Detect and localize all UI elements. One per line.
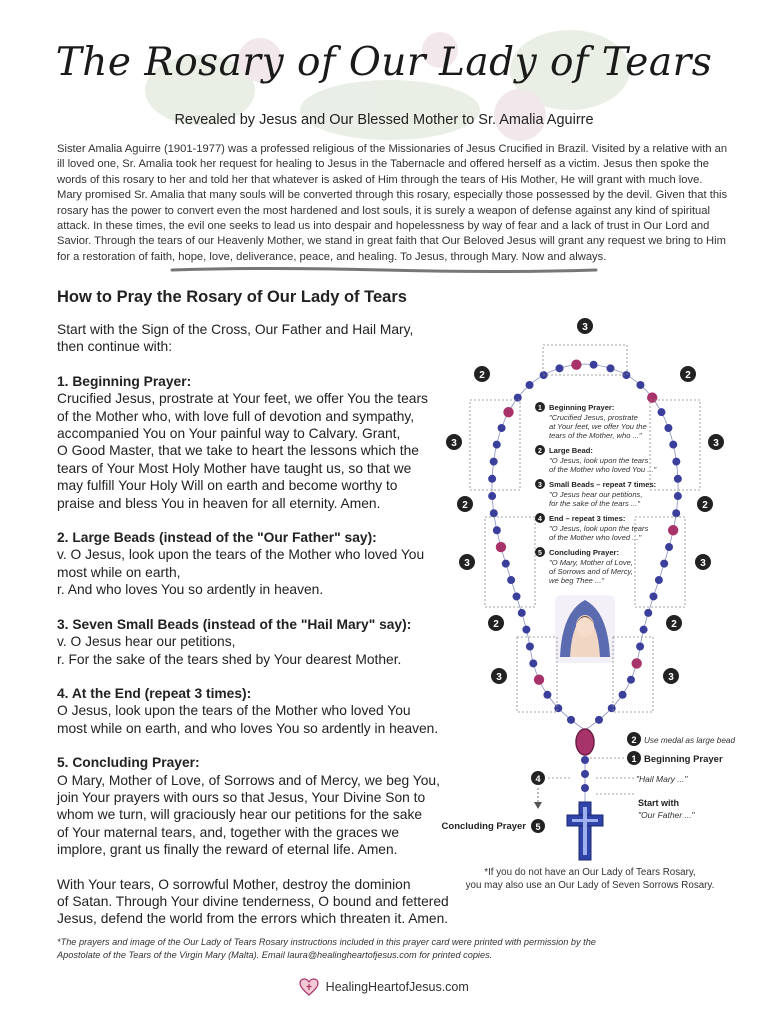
svg-text:3: 3 (496, 672, 502, 683)
svg-text:Large Bead:: Large Bead: (549, 446, 593, 455)
small-bead (672, 509, 680, 517)
svg-text:2: 2 (479, 370, 485, 381)
large-bead (571, 360, 581, 370)
step-1: 1. Beginning Prayer: Crucified Jesus, prostrate at Your feet, we offer You the tears of the Mother who, with love full of devotion and sympathy, accompanied You on Your painful way to Calvary. Grant, O Good Master, that we take to heart the lessons which the tears of Your Most Holy Mother have taught us, so that we may fulfill Your Holy Will on earth and become worthy to praise and bless You in heaven for all eternity. Amen. (57, 373, 428, 511)
small-bead (619, 691, 627, 699)
large-bead (496, 542, 506, 552)
brand-url: HealingHeartofJesus.com (325, 980, 469, 994)
svg-text:3: 3 (582, 322, 588, 333)
svg-text:3: 3 (464, 558, 470, 569)
instructions (57, 321, 457, 945)
svg-text:Beginning Prayer:: Beginning Prayer: (549, 403, 615, 412)
tail-bead (581, 756, 589, 764)
marker-2-mr (697, 496, 713, 512)
small-bead (640, 626, 648, 634)
tail-bead (581, 770, 589, 778)
svg-text:3: 3 (451, 438, 457, 449)
step-4: 4. At the End (repeat 3 times): O Jesus, look upon the tears of the Mother who loved You most while on earth, and who loves You so ardently in heaven. (57, 685, 439, 736)
marker-3-l1 (446, 434, 462, 450)
large-bead (668, 525, 678, 535)
svg-text:3: 3 (700, 558, 706, 569)
brand-footer (0, 978, 768, 996)
small-bead (543, 691, 551, 699)
medal-icon (576, 729, 594, 755)
marker-2-ml (457, 496, 473, 512)
page-title: The Rosary of Our Lady of Tears (55, 40, 713, 85)
marker-2-tr (680, 366, 696, 382)
small-bead (657, 408, 665, 416)
small-bead (672, 458, 680, 466)
svg-text:tears of the Mother, who ...": tears of the Mother, who ..." (549, 431, 642, 440)
small-bead (606, 364, 614, 372)
step-3: 3. Seven Small Beads (instead of the "Hail Mary" say): v. O Jesus hear our petitions, r. For the sake of the tears shed by Your dearest Mother. (57, 616, 412, 667)
small-bead (655, 576, 663, 584)
svg-text:3: 3 (538, 482, 542, 489)
closing-prayer: With Your tears, O sorrowful Mother, destroy the dominion of Satan. Through Your divine tenderness, O bound and fettered Jesus, defend the world from the errors which threaten it. Amen. (57, 876, 449, 927)
label-end-marker (531, 771, 570, 809)
small-bead (554, 704, 562, 712)
svg-text:"Hail Mary ...": "Hail Mary ..." (636, 774, 688, 784)
small-bead (674, 492, 682, 500)
small-bead (664, 424, 672, 432)
small-bead (608, 704, 616, 712)
marker-2-tl (474, 366, 490, 382)
marker-3-r1 (708, 434, 724, 450)
small-bead (556, 364, 564, 372)
svg-text:Concluding Prayer: Concluding Prayer (441, 821, 526, 832)
section-heading: How to Pray the Rosary of Our Lady of Tears (57, 288, 407, 306)
svg-text:we beg Thee ...": we beg Thee ..." (549, 576, 605, 585)
heart-logo-icon (299, 978, 319, 996)
crucifix-icon (567, 802, 603, 860)
svg-text:2: 2 (702, 500, 708, 511)
svg-text:"O Jesus, look upon the tears: "O Jesus, look upon the tears (549, 456, 649, 465)
small-bead (498, 424, 506, 432)
svg-text:of Sorrows and of Mercy,: of Sorrows and of Mercy, (549, 567, 633, 576)
label-beginning (590, 751, 723, 765)
svg-text:"Our Father ...": "Our Father ..." (638, 810, 695, 820)
marker-2-ll (488, 615, 504, 631)
small-bead (522, 626, 530, 634)
svg-text:"O Jesus hear our petitions,: "O Jesus hear our petitions, (549, 490, 643, 499)
large-bead (647, 392, 657, 402)
svg-text:1: 1 (631, 754, 637, 764)
svg-text:2: 2 (671, 619, 677, 630)
svg-text:Concluding Prayer:: Concluding Prayer: (549, 548, 620, 557)
svg-text:3: 3 (668, 672, 674, 683)
svg-text:"O Jesus, look upon the tears: "O Jesus, look upon the tears (549, 524, 649, 533)
large-bead (503, 407, 513, 417)
marker-2-lr (666, 615, 682, 631)
marker-3-r2 (695, 554, 711, 570)
small-bead (660, 560, 668, 568)
step-2: 2. Large Beads (instead of the "Our Father" say): v. O Jesus, look upon the tears of the Mother who loved You most while on earth, r. And who loves You so ardently in heaven. (57, 530, 425, 598)
brush-divider (170, 266, 598, 274)
footnote: *The prayers and image of the Our Lady of Tears Rosary instructions included in this prayer card were printed with permission by the Apostolate of the Tears of the Virgin Mary (Malta). Email laura@healingheartofjesus.com for printed copies. (57, 937, 596, 960)
small-bead (590, 361, 598, 369)
page-subtitle: Revealed by Jesus and Our Blessed Mother to Sr. Amalia Aguirre (174, 112, 594, 128)
svg-text:Beginning Prayer: Beginning Prayer (644, 754, 723, 765)
small-bead (488, 475, 496, 483)
svg-text:"O Mary, Mother of Love,: "O Mary, Mother of Love, (549, 558, 634, 567)
svg-text:2: 2 (631, 735, 637, 745)
small-bead (507, 576, 515, 584)
svg-text:Small Beads – repeat 7 times:: Small Beads – repeat 7 times: (549, 480, 657, 489)
small-bead (513, 592, 521, 600)
label-medal (627, 732, 735, 746)
small-bead (488, 492, 496, 500)
large-bead (631, 658, 641, 668)
small-bead (595, 716, 603, 724)
prayer-legend (535, 402, 657, 585)
svg-text:2: 2 (462, 500, 468, 511)
small-bead (490, 458, 498, 466)
rosary-note: *If you do not have an Our Lady of Tears Rosary, you may also use an Our Lady of Seven Sorrows Rosary. (465, 867, 715, 891)
small-bead (674, 475, 682, 483)
small-bead (493, 526, 501, 534)
svg-text:1: 1 (538, 405, 542, 412)
tail-bead (581, 784, 589, 792)
small-bead (502, 560, 510, 568)
step-5: 5. Concluding Prayer: O Mary, Mother of Love, of Sorrows and of Mercy, we beg You, join Your prayers with ours so that Jesus, Your Divine Son to whom we turn, will graciously hear our petitions for the sake of Your maternal tears, and, together with the graces we implore, grant us finally the reward of eternal life. Amen. (57, 755, 440, 858)
svg-text:4: 4 (538, 516, 542, 523)
svg-text:"Crucified Jesus, prostrate: "Crucified Jesus, prostrate (549, 413, 638, 422)
large-bead (534, 675, 544, 685)
marker-3-top (577, 318, 593, 334)
small-bead (567, 716, 575, 724)
marker-3-r3 (663, 668, 679, 684)
svg-text:5: 5 (535, 822, 541, 832)
small-bead (649, 592, 657, 600)
intro-paragraph: Sister Amalia Aguirre (1901-1977) was a professed religious of the Missionaries of Jesus Crucified in Brazil. Visited by a relative with an ill loved one, Sr. Amalia took her request for healing to Jesus in the Tabernacle and offered herself as a victim. Jesus then spoke the words of this rosary to her and told her that whatever is asked of Him through the tears of His Mother, He will grant with much love. Mary promised Sr. Amalia that many souls will be converted through this rosary, especially those possessed by the devil. Given that this rosary has the power to convert even the most hardened and lost souls, it is surely a weapon of defense against any kind of spiritual attack. In these times, the evil one seeks to lead us into despair and hopelessness by way of fear and a lack of trust in Our Lord and Savior. Through the tears of our Heavenly Mother, we stand in great faith that Our Beloved Jesus will grant any request we bring to Him for a restoration of faith, hope, love, deliverance, peace, and healing. To Jesus, through Mary. Now and always. (57, 143, 728, 263)
svg-text:5: 5 (538, 550, 542, 557)
svg-text:2: 2 (493, 619, 499, 630)
svg-text:Start with: Start with (638, 798, 680, 808)
rosary-diagram (430, 312, 760, 892)
svg-text:2: 2 (538, 448, 542, 455)
svg-text:2: 2 (685, 370, 691, 381)
start-text: Start with the Sign of the Cross, Our Father and Hail Mary, then continue with: (57, 322, 414, 355)
small-bead (636, 642, 644, 650)
mary-image (555, 595, 615, 663)
small-bead (490, 509, 498, 517)
svg-text:of the Mother who loved You ..: of the Mother who loved You ..." (549, 465, 657, 474)
small-bead (526, 381, 534, 389)
small-bead (665, 543, 673, 551)
svg-text:at Your feet, we offer You the: at Your feet, we offer You the (549, 422, 647, 431)
label-concluding (442, 819, 545, 833)
svg-text:4: 4 (535, 774, 541, 784)
small-bead (627, 676, 635, 684)
svg-text:Use medal as large bead: Use medal as large bead (644, 736, 736, 745)
label-hail-mary (596, 774, 688, 784)
small-bead (669, 441, 677, 449)
small-bead (644, 609, 652, 617)
small-bead (529, 659, 537, 667)
marker-3-l3 (491, 668, 507, 684)
small-bead (493, 441, 501, 449)
marker-3-l2 (459, 554, 475, 570)
svg-text:End – repeat 3 times:: End – repeat 3 times: (549, 514, 626, 523)
small-bead (636, 381, 644, 389)
svg-text:of the Mother who loved ...": of the Mother who loved ..." (549, 533, 642, 542)
small-bead (514, 394, 522, 402)
small-bead (518, 609, 526, 617)
svg-text:3: 3 (713, 438, 719, 449)
svg-text:for the sake of the tears ...": for the sake of the tears ..." (549, 499, 640, 508)
small-bead (526, 642, 534, 650)
label-start-with (596, 794, 696, 820)
